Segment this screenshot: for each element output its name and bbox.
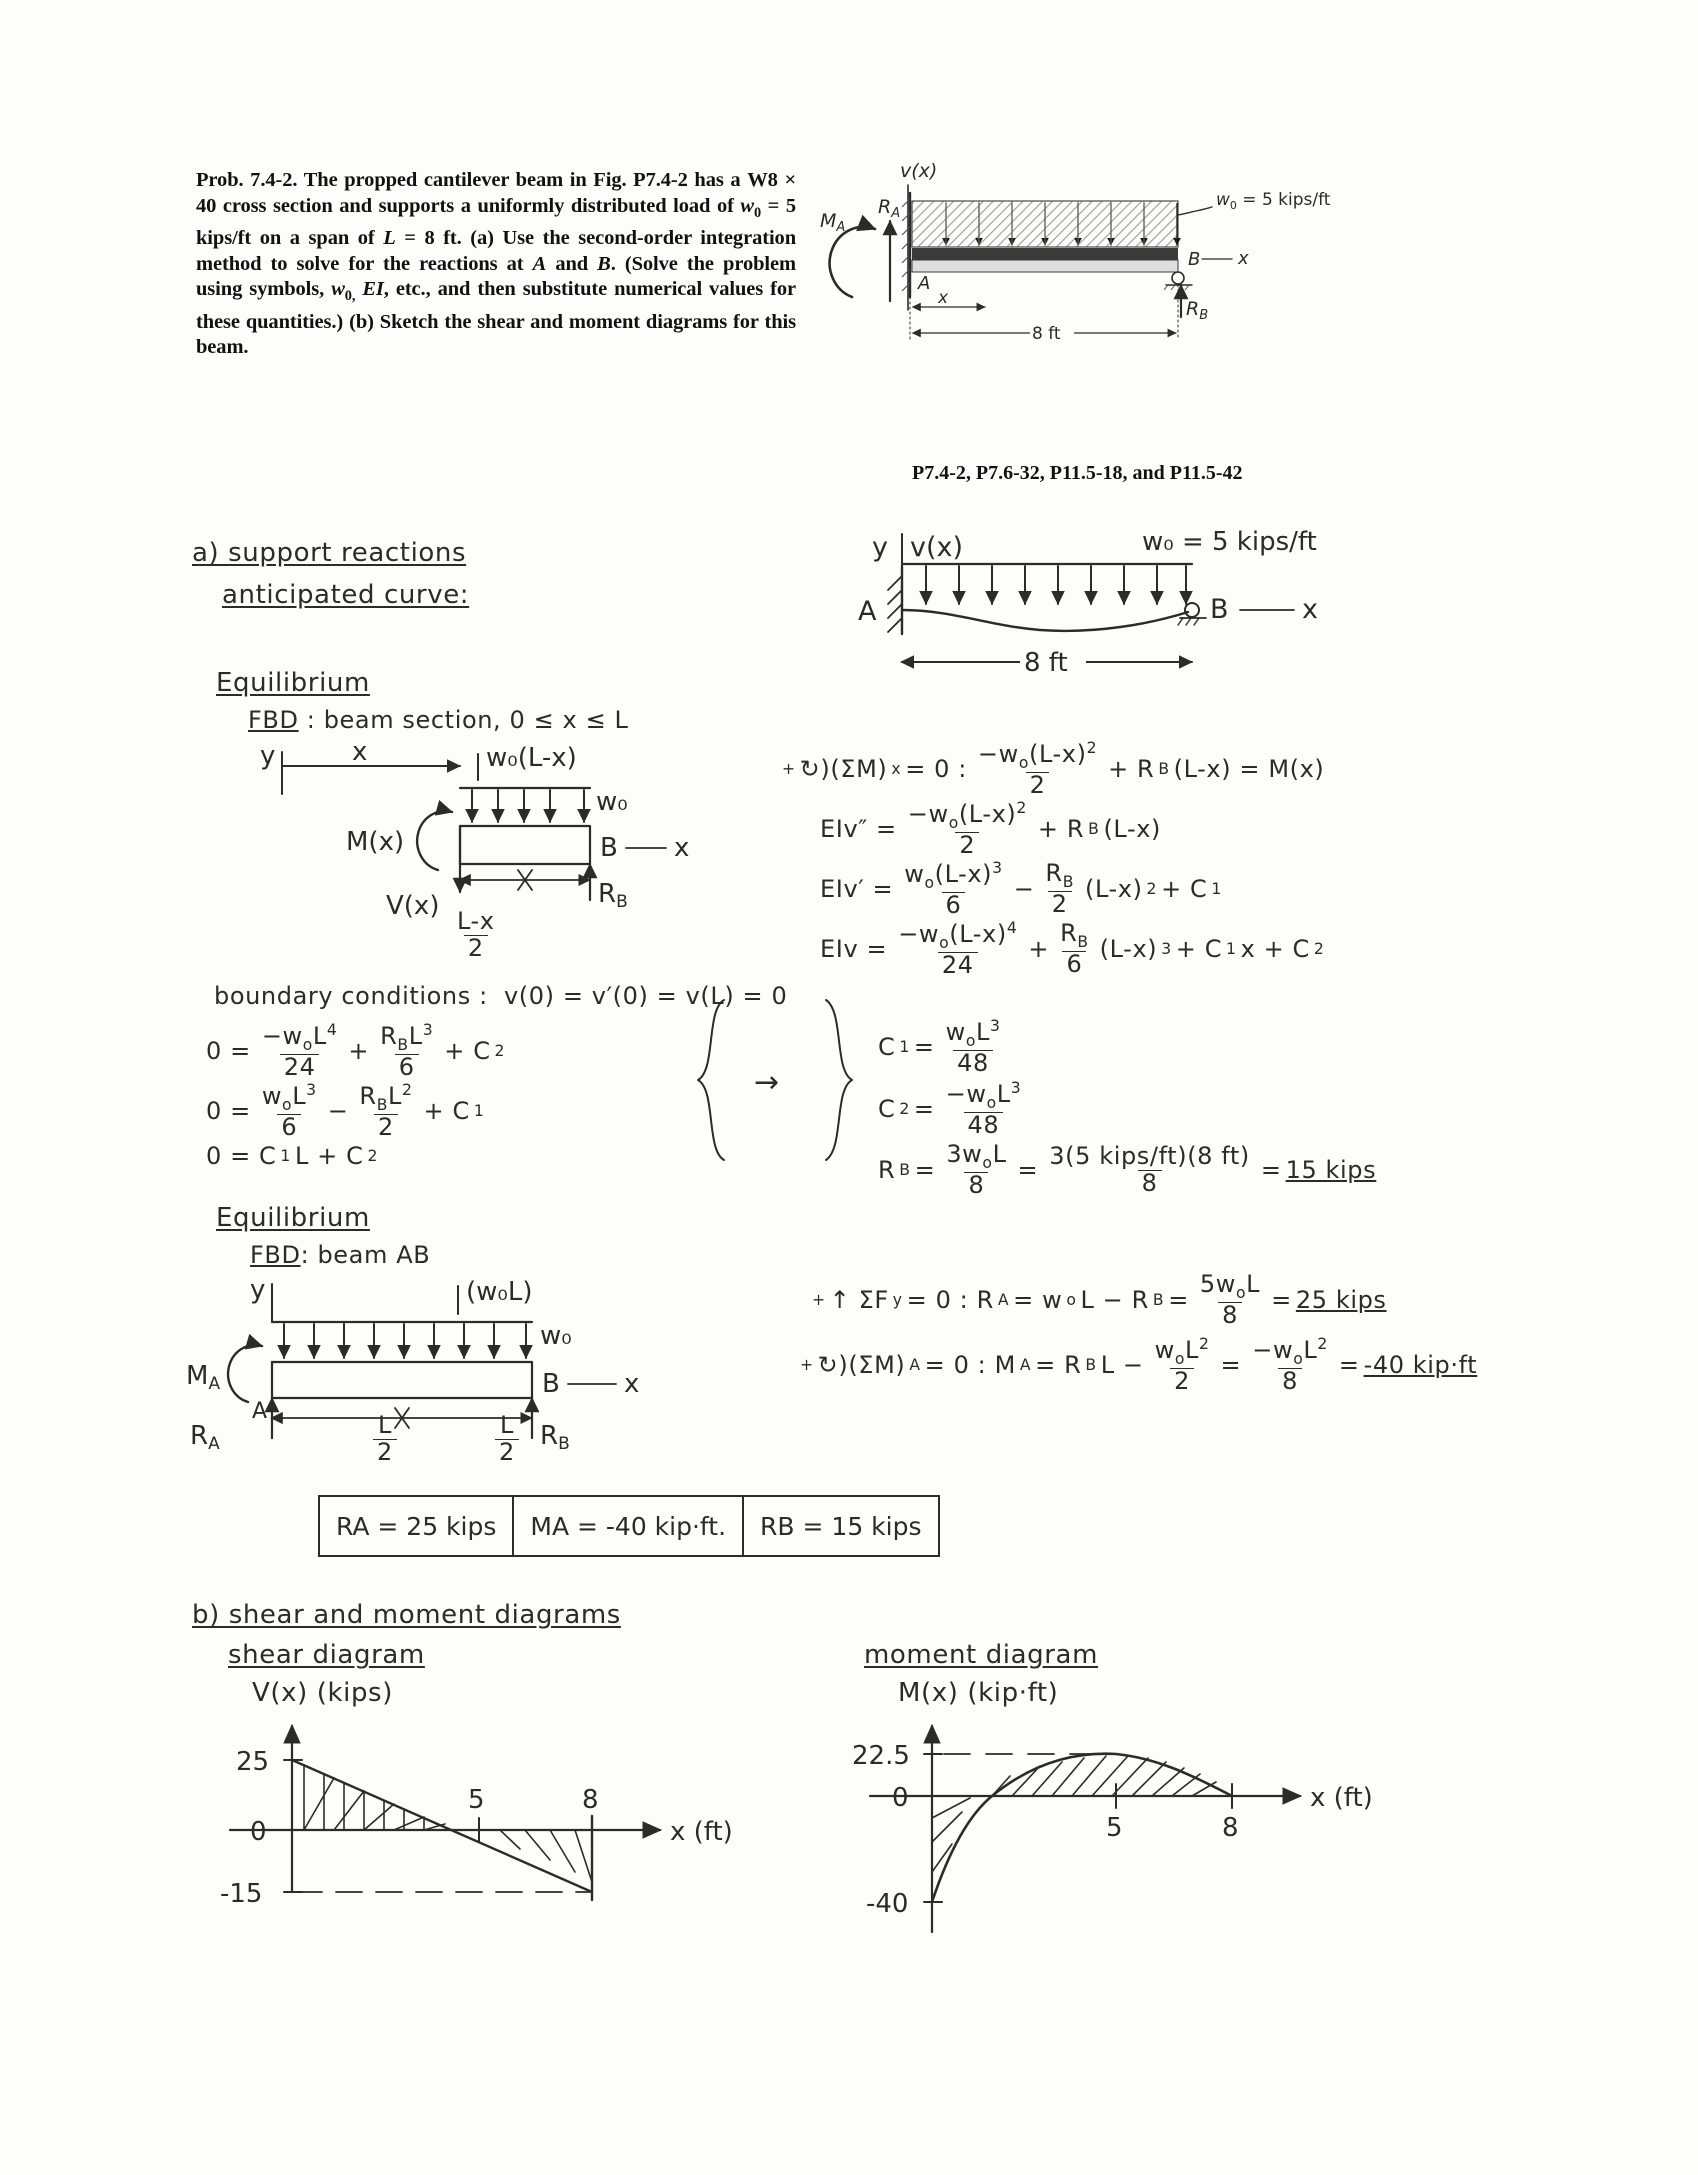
span-dim-label: 8 ft <box>1032 324 1061 344</box>
sketch-span: 8 ft <box>1024 648 1068 678</box>
result-c1: C 1 = $\frac{w_oL^3}{48}$ <box>878 1017 1001 1077</box>
equation-sum-moments: + ↻)(ΣM) x = 0 : $\frac{-w_o(L-x)^2}{2}$ + R B (L-x) = M(x) <box>782 739 1325 799</box>
moment-diagram-title: moment diagram <box>864 1640 1099 1670</box>
sketch-x-axis: x <box>1302 594 1318 625</box>
result-c2: C 2 = $\frac{-w_oL^3}{48}$ <box>878 1079 1022 1139</box>
point-b-label: B <box>1188 249 1201 270</box>
x-dim-label: x <box>938 288 949 308</box>
fbd2-dim-left: $\frac{L}{2}$ <box>370 1398 400 1466</box>
fbd-heading-1: FBD : beam section, 0 ≤ x ≤ L <box>248 706 629 734</box>
moment-xtick-5: 5 <box>1106 1813 1123 1843</box>
moment-ytick-neg40: -40 <box>866 1889 909 1919</box>
fbd2-reaction-a: RA <box>190 1421 220 1454</box>
fbd-heading-2: FBD: beam AB <box>250 1241 431 1269</box>
fbd2-moment-label: MA <box>186 1361 221 1394</box>
fbd-x-dim: x <box>352 737 368 767</box>
anticipated-curve-sketch <box>858 527 1440 690</box>
moment-ytick-225: 22.5 <box>852 1741 910 1771</box>
part-b-heading: b) shear and moment diagrams <box>192 1600 621 1630</box>
moment-ylabel: M(x) (kip·ft) <box>898 1678 1059 1708</box>
fbd-beam-ab <box>186 1272 720 1454</box>
RA-label: $R_A$ <box>878 196 901 221</box>
fbd2-y-label: y <box>250 1275 266 1305</box>
fbd-w-label: w₀ <box>596 787 628 817</box>
answer-rb: RB = 15 kips <box>742 1497 937 1555</box>
part-a-heading-line2: anticipated curve: <box>222 580 470 610</box>
shear-diagram-plot <box>200 1712 733 1972</box>
fbd-half-dim <box>450 894 502 962</box>
equation-eiv2: EIv″ = $\frac{-w_o(L-x)^2}{2}$ + R B (L-x) <box>820 799 1161 859</box>
fbd-half-den: 2 <box>464 935 488 962</box>
point-a-label: A <box>918 273 931 294</box>
result-rb: R B = $\frac{3w_oL}{8}$ = $\frac{\text{3(5 kips/ft)(8 ft)}}{8}$ = 15 kips <box>878 1140 1377 1199</box>
bc-equation-1: 0 = $\frac{-w_oL^4}{24}$ + $\frac{R_BL^3}{6}$ + C 2 <box>206 1021 506 1081</box>
fbd2-point-a: A <box>252 1399 268 1424</box>
shear-xlabel: x (ft) <box>670 1817 733 1847</box>
shear-xtick-5: 5 <box>468 1785 485 1815</box>
boundary-heading: boundary conditions : <box>214 982 488 1010</box>
shear-xtick-8: 8 <box>582 1785 599 1815</box>
bc-equation-3: 0 = C 1 L + C 2 <box>206 1142 378 1170</box>
shear-ytick-neg15: -15 <box>220 1879 263 1909</box>
w0-label: $w_0 = 5$ kips/ft <box>1216 190 1331 212</box>
fbd-point-b: B <box>600 833 618 863</box>
sketch-point-a: A <box>858 596 877 627</box>
problem-body: The propped cantilever beam in Fig. P7.4-2 has a W8 × 40 cross section and supports a uniformly distributed load of $w_0 = 5$ kips/ft on a span of L = 8 ft. (a) Use the second-order integration method to solve for the reactions at A and B. (Solve the problem using symbols, $w_{0,}$ EI, etc., and then substitute numerical values for these quantities.) (b) Sketch the shear and moment diagrams for this beam. <box>196 169 797 359</box>
fbd-x-axis: x <box>674 833 690 863</box>
problem-number: Prob. 7.4-2. <box>196 169 298 191</box>
fbd-shear-label: V(x) <box>386 891 440 921</box>
moment-xlabel: x (ft) <box>1310 1783 1373 1813</box>
equilibrium-heading-1: Equilibrium <box>216 668 370 698</box>
sketch-v-label: v(x) <box>910 532 964 563</box>
MA-label: $M_A$ <box>820 210 846 235</box>
answer-ra: RA = 25 kips <box>336 1511 497 1541</box>
problem-statement <box>196 168 796 361</box>
sketch-point-b: B <box>1210 594 1229 625</box>
equation-eiv0: EIv = $\frac{-w_o(L-x)^4}{24}$ + $\frac{R_B}{6}$ (L-x) 3 + C 1 x + C 2 <box>820 919 1325 979</box>
ma-answer: -40 kip·ft <box>1363 1351 1478 1380</box>
shear-diagram-title: shear diagram <box>228 1640 425 1670</box>
implies-arrow: → <box>754 1065 780 1100</box>
moment-diagram-plot <box>840 1712 1400 1972</box>
fbd-y-label: y <box>260 741 276 771</box>
textbook-beam-figure <box>820 160 1440 435</box>
equilibrium-heading-2: Equilibrium <box>216 1203 370 1233</box>
shear-ytick-25: 25 <box>236 1747 270 1777</box>
v-axis-label: v(x) <box>900 160 938 182</box>
shear-ytick-0: 0 <box>250 1817 267 1847</box>
result-rb-answer: 15 kips <box>1285 1156 1377 1185</box>
equation-eiv1: EIv′ = $\frac{w_o(L-x)^3}{6}$ − $\frac{R_B}{2}$ (L-x) 2 + C 1 <box>820 859 1222 919</box>
fbd2-reaction-b: RB <box>540 1421 570 1454</box>
fbd2-resultant-label: (w₀L) <box>466 1277 533 1307</box>
fbd-half-num: L-x <box>457 907 495 936</box>
fbd2-point-b: B <box>542 1369 560 1399</box>
ra-answer: 25 kips <box>1295 1286 1387 1315</box>
figure-caption: P7.4-2, P7.6-32, P11.5-18, and P11.5-42 <box>912 462 1243 484</box>
fbd-resultant-label: w₀(L-x) <box>486 743 577 773</box>
answer-box <box>318 1495 940 1557</box>
fbd-reaction-b: RB <box>598 879 628 912</box>
boundary-conditions-text: v(0) = v′(0) = v(L) = 0 <box>504 982 788 1010</box>
fbd2-x-axis: x <box>624 1369 640 1399</box>
sketch-y-label: y <box>872 532 888 563</box>
fbd-beam-section <box>260 737 690 921</box>
moment-ytick-0: 0 <box>892 1783 909 1813</box>
bc-equation-2: 0 = $\frac{w_oL^3}{6}$ − $\frac{R_BL^2}{2}$ + C 1 <box>206 1081 485 1141</box>
x-axis-label: x <box>1238 248 1249 269</box>
part-a-heading-line1: a) support reactions <box>192 538 467 568</box>
equation-sum-fy: + ↑ ΣF y = 0 : R A = w o L − R B = $\frac{5w_oL}{8}$ = 25 kips <box>812 1270 1387 1329</box>
fbd2-dim-right: $\frac{L}{2}$ <box>492 1398 522 1466</box>
shear-ylabel: V(x) (kips) <box>252 1678 393 1708</box>
answer-ma: MA = -40 kip·ft. <box>512 1497 742 1555</box>
moment-xtick-8: 8 <box>1222 1813 1239 1843</box>
sketch-load-label: w₀ = 5 kips/ft <box>1142 527 1317 557</box>
equation-sum-ma: + ↻)(ΣM) A = 0 : M A = R B L − $\frac{w_oL^2}{2}$ = $\frac{-w_oL^2}{8}$ = -40 kip·ft <box>800 1335 1478 1395</box>
fbd-moment-label: M(x) <box>346 827 405 857</box>
fbd2-w-label: w₀ <box>540 1321 572 1351</box>
RB-label: $R_B$ <box>1186 298 1209 323</box>
